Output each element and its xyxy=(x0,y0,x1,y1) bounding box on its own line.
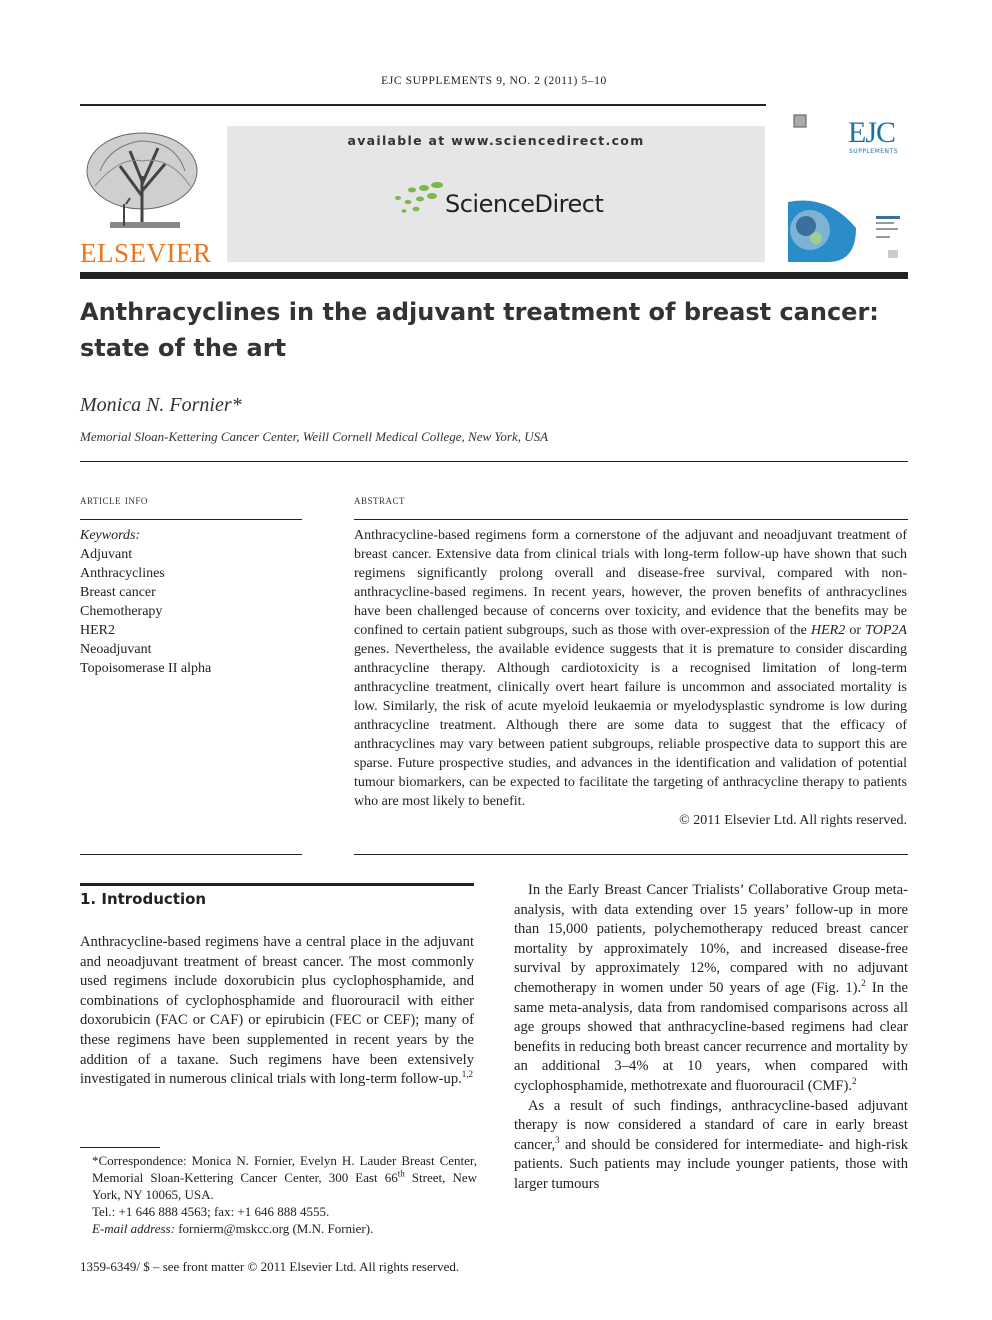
intro-para-text: As a result of such findings, anthracycline-based adjuvant therapy is now considered a standard of care in early breast cancer, xyxy=(514,1097,908,1153)
footnote-sup: th xyxy=(397,1168,405,1179)
intro-right-column xyxy=(514,881,908,1195)
footnote-text: Street, New York, NY 10065, USA. xyxy=(92,1170,477,1202)
journal-reference: EJC SUPPLEMENTS 9, NO. 2 (2011) 5–10 xyxy=(381,75,607,87)
title-rule xyxy=(80,461,908,462)
author-name[interactable]: Monica N. Fornier* xyxy=(80,394,242,416)
abstract-copyright: © 2011 Elsevier Ltd. All rights reserved. xyxy=(679,813,907,828)
footnote-email xyxy=(92,1220,477,1237)
sciencedirect-dots-icon xyxy=(392,180,444,216)
email-label: E-mail address: xyxy=(92,1221,175,1236)
intro-para-text: In the Early Breast Cancer Trialists’ Collaborative Group meta-analysis, with data extending over 15 years’ follow-up in more than 15,000 patients, polychemotherapy reduced breast cancer mortality by approximately 10%, and increased disease-free survival by approximately 12%, compared with no adjuvant chemotherapy in women under 50 years of age (Fig. 1). xyxy=(514,882,908,996)
keyword-item: Topoisomerase II alpha xyxy=(80,661,212,676)
correspondence-footnote xyxy=(92,1152,477,1237)
abstract-text-3: genes. Nevertheless, the available evidence suggests that it is premature to consider discarding anthracycline therapy. Although cardiotoxicity is a recognised limitation of long-term anthracycline treatment, clinically overt heart failure is uncommon and associated mortality is low. Similarly, the risk of acute myeloid leukaemia or myelodysplastic syndrome is low during anthracycline treatment. Although there are some data to suggest that the efficacy of anthracyclines may vary between patient subgroups, reliable prospective data to support this are sparse. Future prospective studies, and advances in the identification and validation of potential tumour biomarkers, can be expected to facilitate the targeting of anthracycline therapy to patients who are most likely to benefit. xyxy=(354,642,907,809)
citation-ref[interactable]: 2 xyxy=(852,1076,857,1087)
footnote-address xyxy=(92,1152,477,1203)
abstract-bottom-rule xyxy=(354,854,908,855)
intro-para-text: In the same meta-analysis, data from randomised comparisons across all age groups showed that anthracycline-based regimens had clear benefits in reducing both breast cancer recurrence and mortality by an additional 3–4% at 10 years, when compared with cyclophosphamide, methotrexate and fluorouracil (CMF). xyxy=(514,979,908,1094)
elsevier-tree-logo xyxy=(80,126,204,236)
intro-left-column xyxy=(80,933,474,1090)
footnote-phone: Tel.: +1 646 888 4563; fax: +1 646 888 4555. xyxy=(92,1204,330,1219)
title-line-2: state of the art xyxy=(80,334,287,362)
elsevier-mini-icon xyxy=(793,114,807,128)
gene-top2a: TOP2A xyxy=(865,623,907,638)
gene-her2: HER2 xyxy=(810,623,846,638)
keywords-label: Keywords: xyxy=(80,528,141,543)
abstract-rule xyxy=(354,519,908,520)
ejc-supplements-label: SUPPLEMENTS xyxy=(849,148,898,155)
sciencedirect-wordmark: ScienceDirect xyxy=(445,190,604,218)
keyword-item: HER2 xyxy=(80,623,115,638)
footnote-rule xyxy=(80,1147,160,1148)
header-thick-rule xyxy=(80,272,908,279)
abstract-text-2: or xyxy=(845,623,866,638)
keyword-item: Breast cancer xyxy=(80,585,156,600)
journal-cover-image xyxy=(788,198,908,262)
availability-text[interactable]: available at www.sciencedirect.com xyxy=(347,133,645,148)
intro-para-text: and should be considered for intermediate- and high-risk patients. Such patients may include younger patients, those with larger tumours xyxy=(514,1136,908,1192)
citation-ref[interactable]: 1,2 xyxy=(461,1069,474,1080)
intro-paragraph xyxy=(80,933,474,1090)
abstract-body xyxy=(354,526,907,830)
keyword-item: Adjuvant xyxy=(80,547,133,562)
intro-paragraph xyxy=(514,881,908,1097)
ejc-logo: EJC xyxy=(848,116,896,149)
article-info-heading: article info xyxy=(80,492,148,507)
header-rule xyxy=(80,104,766,106)
article-title xyxy=(80,294,910,366)
abstract-text-1: Anthracycline-based regimens form a cornerstone of the adjuvant and neoadjuvant treatment of breast cancer. Extensive data from clinical trials with long-term follow-up have shown that such regimens significantly prolong overall and disease-free survival, compared with non-anthracycline-based regimens. In recent years, however, the proven benefits of anthracyclines have been challenged because of concerns over toxicity, and evidence that the benefits may be confined to certain patient subgroups, such as those with over-expression of the xyxy=(354,528,907,638)
intro-para-text: Anthracycline-based regimens have a central place in the adjuvant and neoadjuvant treatment of breast cancer. The most commonly used regimens include doxorubicin plus cyclophosphamide, and combinations of cyclophosphamide and fluorouracil with either doxorubicin (FAC or CAF) or epirubicin (FEC or CEF); many of these regimens have been supplemented in recent years by the addition of a taxane. Such regimens have been extensively investigated in numerous clinical trials with long-term follow-up. xyxy=(80,934,474,1088)
article-info-rule xyxy=(80,519,302,520)
section-heading-introduction: 1. Introduction xyxy=(80,890,207,908)
citation-ref[interactable]: 3 xyxy=(555,1134,560,1145)
keywords-list xyxy=(80,526,211,678)
keyword-item: Anthracyclines xyxy=(80,566,165,581)
citation-ref[interactable]: 2 xyxy=(861,978,866,989)
elsevier-wordmark: ELSEVIER xyxy=(80,238,212,268)
front-matter-line: 1359-6349/ $ – see front matter © 2011 Elsevier Ltd. All rights reserved. xyxy=(80,1259,460,1274)
title-line-1: Anthracyclines in the adjuvant treatment of breast cancer: xyxy=(80,298,879,326)
author-affiliation: Memorial Sloan-Kettering Cancer Center, Weill Cornell Medical College, New York, USA xyxy=(80,429,549,444)
footnote-text: *Correspondence: Monica N. Fornier, Evelyn H. Lauder Breast Center, Memorial Sloan-Kettering Cancer Center, 300 East 66 xyxy=(92,1153,477,1185)
intro-rule xyxy=(80,883,474,886)
email-address[interactable]: fornierm@mskcc.org (M.N. Fornier). xyxy=(174,1221,374,1236)
article-info-bottom-rule xyxy=(80,854,302,855)
abstract-heading: abstract xyxy=(354,492,406,507)
intro-paragraph xyxy=(514,1097,908,1195)
keyword-item: Neoadjuvant xyxy=(80,642,152,657)
keyword-item: Chemotherapy xyxy=(80,604,163,619)
